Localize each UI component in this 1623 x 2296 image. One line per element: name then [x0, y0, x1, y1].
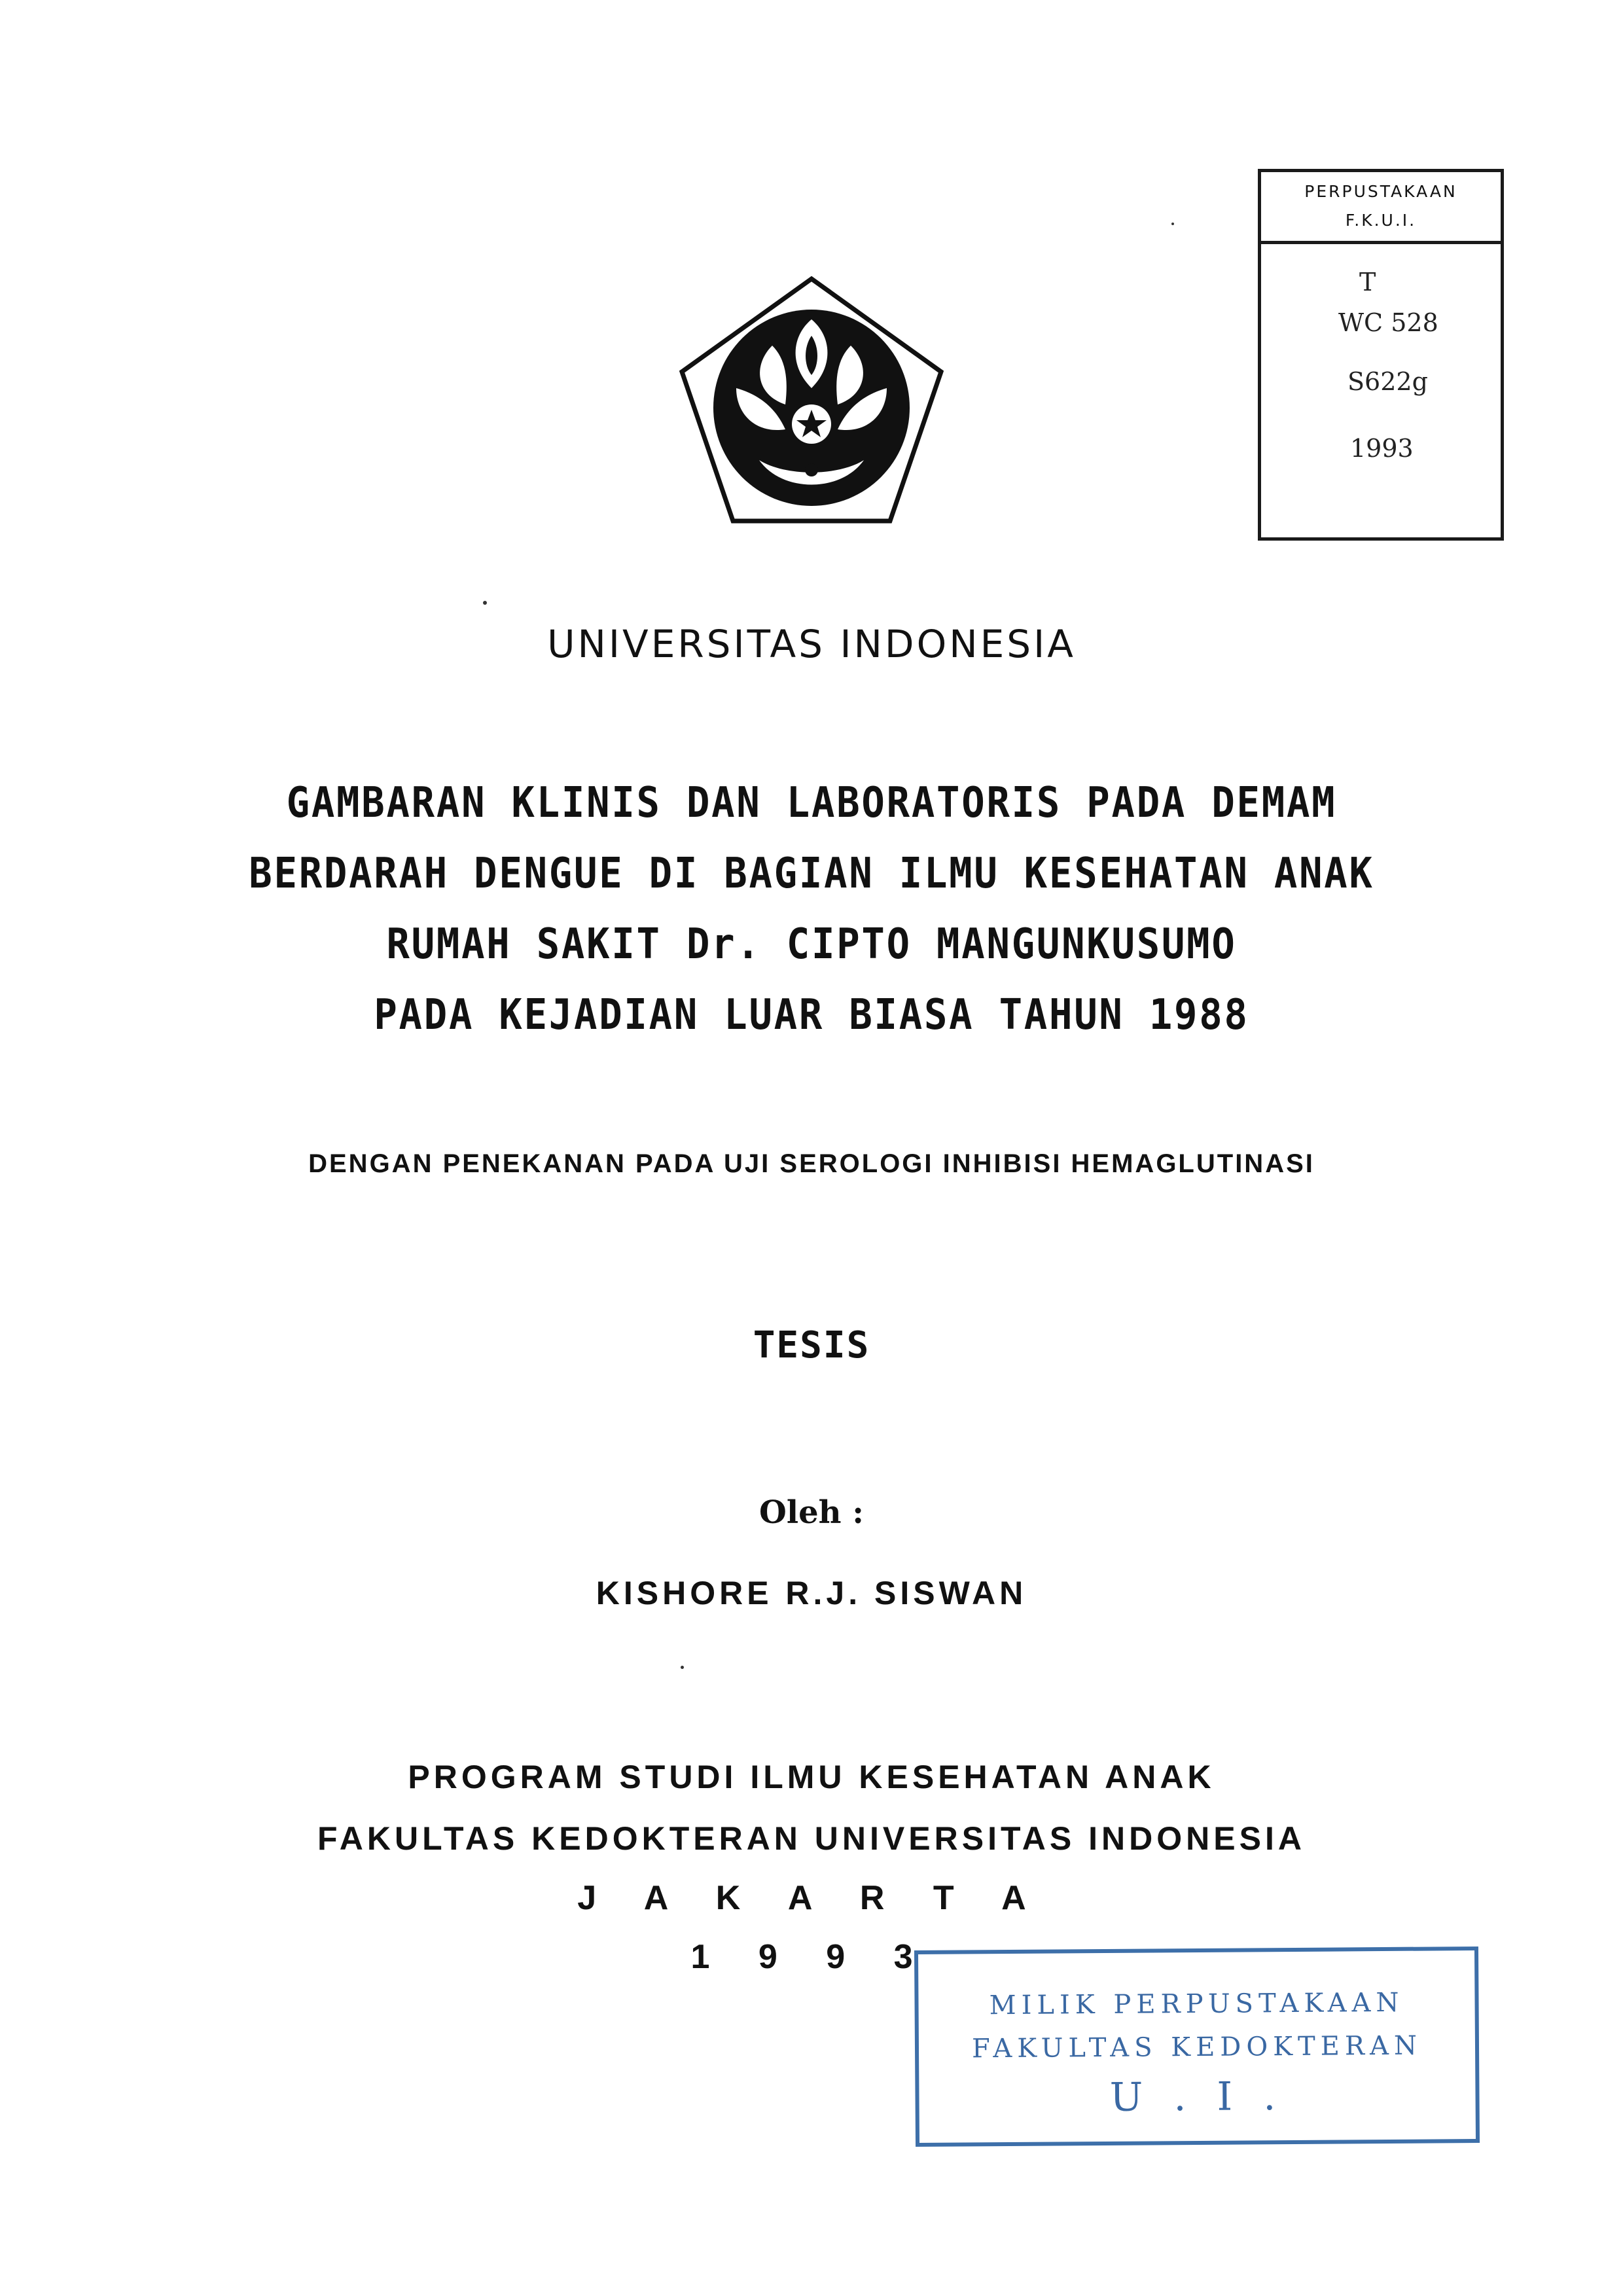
thesis-title-line: RUMAH SAKIT Dr. CIPTO MANGUNKUSUMO [386, 920, 1237, 969]
library-call-number-label [1258, 169, 1504, 541]
call-number-line: S622g [1347, 367, 1428, 396]
city: J A K A R T A [577, 1879, 1046, 1917]
library-label-faculty: F.K.U.I. [1345, 211, 1417, 230]
study-program: PROGRAM STUDI ILMU KESEHATAN ANAK [408, 1759, 1215, 1795]
author-name: KISHORE R.J. SISWAN [596, 1575, 1027, 1611]
faculty-name: FAKULTAS KEDOKTERAN UNIVERSITAS INDONESIA [317, 1820, 1306, 1857]
library-ownership-stamp [914, 1946, 1480, 2147]
thesis-subtitle: DENGAN PENEKANAN PADA UJI SEROLOGI INHIBISI HEMAGLUTINASI [308, 1149, 1315, 1178]
call-number-line: 1993 [1350, 434, 1414, 463]
stamp-line: MILIK PERPUSTAKAAN [989, 1987, 1404, 2021]
university-emblem-icon [674, 274, 949, 526]
library-label-header [1261, 172, 1501, 244]
call-number-line: T [1359, 268, 1376, 296]
document-type: TESIS [753, 1324, 870, 1367]
thesis-title-line: BERDARAH DENGUE DI BAGIAN ILMU KESEHATAN ANAK [249, 850, 1374, 898]
call-number-line: WC 528 [1338, 308, 1438, 337]
scan-speck [681, 1666, 684, 1669]
scan-speck [483, 601, 487, 605]
by-label: Oleh : [759, 1494, 864, 1531]
stamp-line: U . I . [1109, 2073, 1285, 2121]
stamp-line: FAKULTAS KEDOKTERAN [971, 2030, 1423, 2064]
library-label-name: PERPUSTAKAAN [1304, 182, 1457, 201]
year: 1 9 9 3 [690, 1938, 933, 1976]
thesis-title-line: PADA KEJADIAN LUAR BIASA TAHUN 1988 [374, 991, 1249, 1039]
thesis-title-line: GAMBARAN KLINIS DAN LABORATORIS PADA DEMAM [286, 779, 1337, 827]
university-name: UNIVERSITAS INDONESIA [547, 622, 1076, 666]
scan-speck [1171, 223, 1174, 225]
